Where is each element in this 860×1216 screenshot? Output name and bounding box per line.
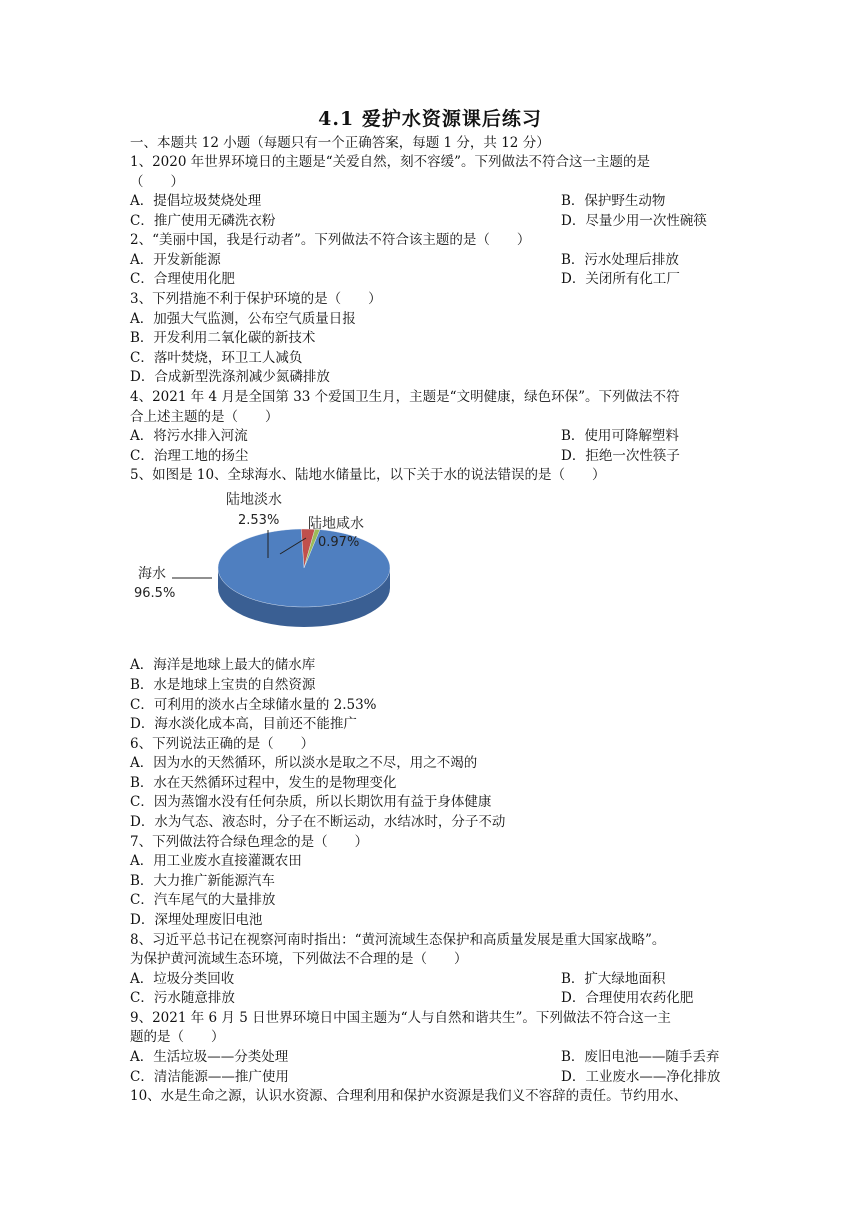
q3-option-b: B．开发利用二氧化碳的新技术 [130,330,316,346]
q6-option-a: A．因为水的天然循环，所以淡水是取之不尽，用之不竭的 [130,755,478,771]
q1-option-b: B．保护野生动物 [561,193,666,209]
q6-option-b: B．水在天然循环过程中，发生的是物理变化 [130,775,397,791]
q1-option-d: D．尽量少用一次性碗筷 [561,213,707,229]
q1-option-a: A．提倡垃圾焚烧处理 [130,193,262,209]
pie-label-saline-name: 陆地咸水 [308,516,364,532]
q1-option-c: C．推广使用无磷洗衣粉 [130,213,276,229]
q6-stem: 6、下列说法正确的是（ ） [130,736,315,752]
q3-option-d: D．合成新型洗涤剂减少氮磷排放 [130,369,330,385]
q9-option-d: D．工业废水——净化排放 [561,1069,721,1085]
q5-stem: 5、如图是 10、全球海水、陆地水储量比，以下关于水的说法错误的是（ ） [130,467,606,483]
q4-option-c: C．治理工地的扬尘 [130,448,249,464]
section-header: 一、本题共 12 小题（每题只有一个正确答案，每题 1 分，共 12 分） [130,135,550,151]
q5-option-c: C．可利用的淡水占全球储水量的 2.53% [130,697,377,713]
q5-option-d: D．海水淡化成本高，目前还不能推广 [130,716,357,732]
water-pie-chart [128,486,390,658]
q1-stem-cont: （ ） [130,174,184,190]
q6-option-d: D．水为气态、液态时，分子在不断运动，水结冰时，分子不动 [130,814,506,830]
q9-option-c: C．清洁能源——推广使用 [130,1069,289,1085]
pie-label-sea-name: 海水 [138,566,166,582]
q7-option-d: D．深埋处理废旧电池 [130,912,263,928]
q2-option-d: D．关闭所有化工厂 [561,271,680,287]
q8-stem: 8、习近平总书记在视察河南时指出：“黄河流域生态保护和高质量发展是重大国家战略”。 [130,932,666,948]
q5-option-b: B．水是地球上宝贵的自然资源 [130,677,316,693]
q8-option-c: C．污水随意排放 [130,990,235,1006]
q10-stem: 10、水是生命之源，认识水资源、合理利用和保护水资源是我们义不容辞的责任。节约用水、 [130,1088,688,1104]
q5-option-a: A．海洋是地球上最大的储水库 [130,657,316,673]
pie-label-saline-value: 0.97% [318,535,360,550]
q1-stem: 1、2020 年世界环境日的主题是“关爱自然，刻不容缓”。下列做法不符合这一主题的是 [130,154,651,170]
q7-stem: 7、下列做法符合绿色理念的是（ ） [130,834,369,850]
q8-option-a: A．垃圾分类回收 [130,971,235,987]
q9-stem: 9、2021 年 6 月 5 日世界环境日中国主题为“人与自然和谐共生”。下列做法不符合这一主 [130,1010,671,1026]
q4-stem: 4、2021 年 4 月是全国第 33 个爱国卫生月，主题是“文明健康，绿色环保”。下列做法不符 [130,389,680,405]
q3-stem: 3、下列措施不利于保护环境的是（ ） [130,291,382,307]
q4-option-d: D．拒绝一次性筷子 [561,448,680,464]
pie-label-sea-value: 96.5% [134,586,176,601]
q6-option-c: C．因为蒸馏水没有任何杂质，所以长期饮用有益于身体健康 [130,794,492,810]
q2-option-b: B．污水处理后排放 [561,252,679,268]
q8-stem-cont: 为保护黄河流域生态环境，下列做法不合理的是（ ） [130,951,468,967]
q4-stem-cont: 合上述主题的是（ ） [130,409,279,425]
page-title: 4.1 爱护水资源课后练习 [318,108,542,130]
q8-option-d: D．合理使用农药化肥 [561,990,694,1006]
q7-option-c: C．汽车尾气的大量排放 [130,892,276,908]
q3-option-c: C．落叶焚烧，环卫工人减负 [130,350,303,366]
q3-option-a: A．加强大气监测，公布空气质量日报 [130,311,356,327]
pie-label-fresh-name: 陆地淡水 [226,492,282,508]
q8-option-b: B．扩大绿地面积 [561,971,666,987]
q4-option-b: B．使用可降解塑料 [561,428,679,444]
q2-option-a: A．开发新能源 [130,252,221,268]
q7-option-a: A．用工业废水直接灌溉农田 [130,853,302,869]
pie-label-fresh-value: 2.53% [238,513,280,528]
q9-option-a: A．生活垃圾——分类处理 [130,1049,289,1065]
q2-option-c: C．合理使用化肥 [130,271,235,287]
q7-option-b: B．大力推广新能源汽车 [130,873,275,889]
q4-option-a: A．将污水排入河流 [130,428,248,444]
q9-option-b: B．废旧电池——随手丢弃 [561,1049,720,1065]
q2-stem: 2、“美丽中国，我是行动者”。下列做法不符合该主题的是（ ） [130,232,531,248]
q9-stem-cont: 题的是（ ） [130,1029,225,1045]
